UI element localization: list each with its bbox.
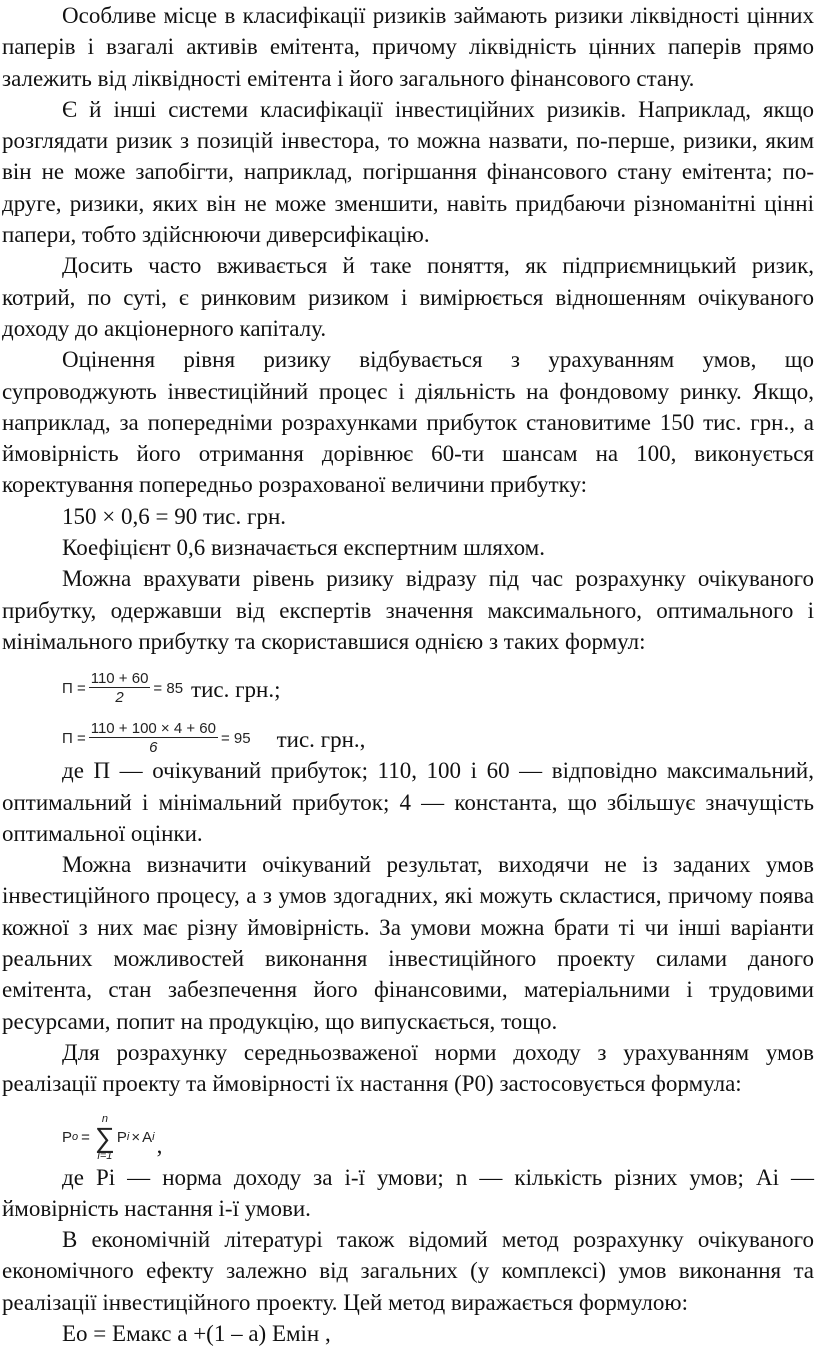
formula-3-term-a: A [142, 1129, 153, 1146]
formula-2-result: = 95 [220, 729, 251, 747]
final-formula-line: Ео = Емакс а +(1 – а) Емін , [62, 1320, 331, 1346]
formula-2-numerator: 110 + 100 × 4 + 60 [90, 720, 216, 738]
formula-3-sum-upper: n [101, 1112, 108, 1125]
calculation-line: 150 × 0,6 = 90 тис. грн. [62, 503, 287, 529]
formula-1-result: = 85 [153, 679, 184, 697]
formula-2-lhs: П = [62, 729, 86, 747]
formula-3 [62, 1114, 155, 1162]
coefficient-line: Коефіцієнт 0,6 визначається експертним шляхом. [62, 535, 545, 561]
paragraph-expected-result: Можна визначити очікуваний результат, виходячи не із заданих умов інвестиційного процесу, а з умов здогадних, які можуть скластися, причому поява кожної з них має різну ймовірність. За умови можна брати ті чи інші варіанти реальних можливостей виконання інвестиційного проекту силами даного емітента, стан забезпечення його фінансовими, матеріальними і трудовими ресурсами, попит на продукцію, що випускається, тощо. [2, 852, 814, 1034]
formula-1 [62, 671, 183, 705]
formula-3-lhs-subscript: o [72, 1131, 79, 1143]
formula-3-line [2, 1104, 814, 1162]
formula-1-fraction [89, 671, 151, 705]
paragraph-business-risk: Досить часто вживається й таке поняття, як підприємницький ризик, котрий, по суті, є ринковим ризиком і вимірюється відношенням очікуваного доходу до акціонерного капіталу. [2, 253, 814, 341]
paragraph-risk-assessment: Оцінення рівня ризику відбувається з урахуванням умов, що супроводжують інвестиційний процес і діяльність на фондовому ринку. Якщо, наприклад, за попередніми розрахунками прибуток становитиме 150 тис. грн., а ймовірність його отримання дорівнює 60-ти шансам на 100, виконується коректування попередньо розрахованої величини прибутку: [2, 347, 814, 498]
formula-3-times: × [131, 1129, 141, 1146]
document-page [2, 0, 814, 1349]
formula-3-comma: , [156, 1133, 163, 1159]
formula-3-term-p: P [116, 1129, 127, 1146]
paragraph-risk-classification: Є й інші системи класифікації інвестиційних ризиків. Наприклад, якщо розглядати ризик з позицій інвестора, то можна назвати, по-перше, ризики, яким він не може запобігти, наприклад, погіршання фінансового стану емітента; по-друге, ризики, яких він не може зменшити, навіть придбаючи різноманітні цінні папери, тобто здійснюючи диверсифікацію. [2, 96, 814, 248]
formula-1-unit: тис. грн.; [191, 676, 281, 702]
paragraph-weighted-return: Для розрахунку середньозваженої норми доходу з урахуванням умов реалізації проекту та ймовірності їх настання (Р0) застосовується формула: [2, 1039, 814, 1097]
formula-3-sum-lower: i=1 [97, 1149, 113, 1162]
formula-1-denominator: 2 [115, 689, 124, 707]
sigma-icon: ∑ [94, 1121, 115, 1153]
paragraph-return-definition: де Рі — норма доходу за і-ї умови; n — кількість різних умов; Аі — ймовірність настання і-ї умови. [2, 1164, 814, 1221]
formula-3-term-p-subscript: i [126, 1131, 130, 1143]
formula-1-line [2, 659, 814, 705]
formula-1-lhs: П = [62, 679, 86, 697]
formula-3-term-a-subscript: i [152, 1131, 155, 1143]
formula-2-line [2, 711, 814, 755]
formula-3-lhs: P [62, 1129, 73, 1146]
paragraph-liquidity-risk: Особливе місце в класифікації ризиків займають ризики ліквідності цінних паперів і взагалі активів емітента, причому ліквідність цінних паперів прямо залежить від ліквідності емітента і його загального фінансового стану. [2, 3, 814, 91]
formula-3-equals: = [81, 1129, 90, 1146]
paragraph-profit-definition: де П — очікуваний прибуток; 110, 100 і 60 — відповідно максимальний, оптимальний і мінімальний прибуток; 4 — константа, що збільшує значущість оптимальної оцінки. [2, 758, 814, 846]
formula-1-numerator: 110 + 60 [90, 670, 149, 688]
paragraph-expected-profit: Можна врахувати рівень ризику відразу під час розрахунку очікуваного прибутку, одержавши від експертів значення максимального, оптимального і мінімального прибутку та скориставшися однією з таких формул: [2, 566, 814, 654]
formula-2-fraction [89, 721, 218, 755]
formula-2-denominator: 6 [149, 739, 158, 757]
formula-2 [62, 721, 251, 755]
paragraph-economic-effect: В економічній літературі також відомий метод розрахунку очікуваного економічного ефекту залежно від загальних (у комплексі) умов виконання та реалізації інвестиційного проекту. Цей метод виражається формулою: [2, 1227, 814, 1315]
formula-2-unit: тис. грн., [276, 726, 366, 752]
formula-3-sum [95, 1114, 115, 1162]
